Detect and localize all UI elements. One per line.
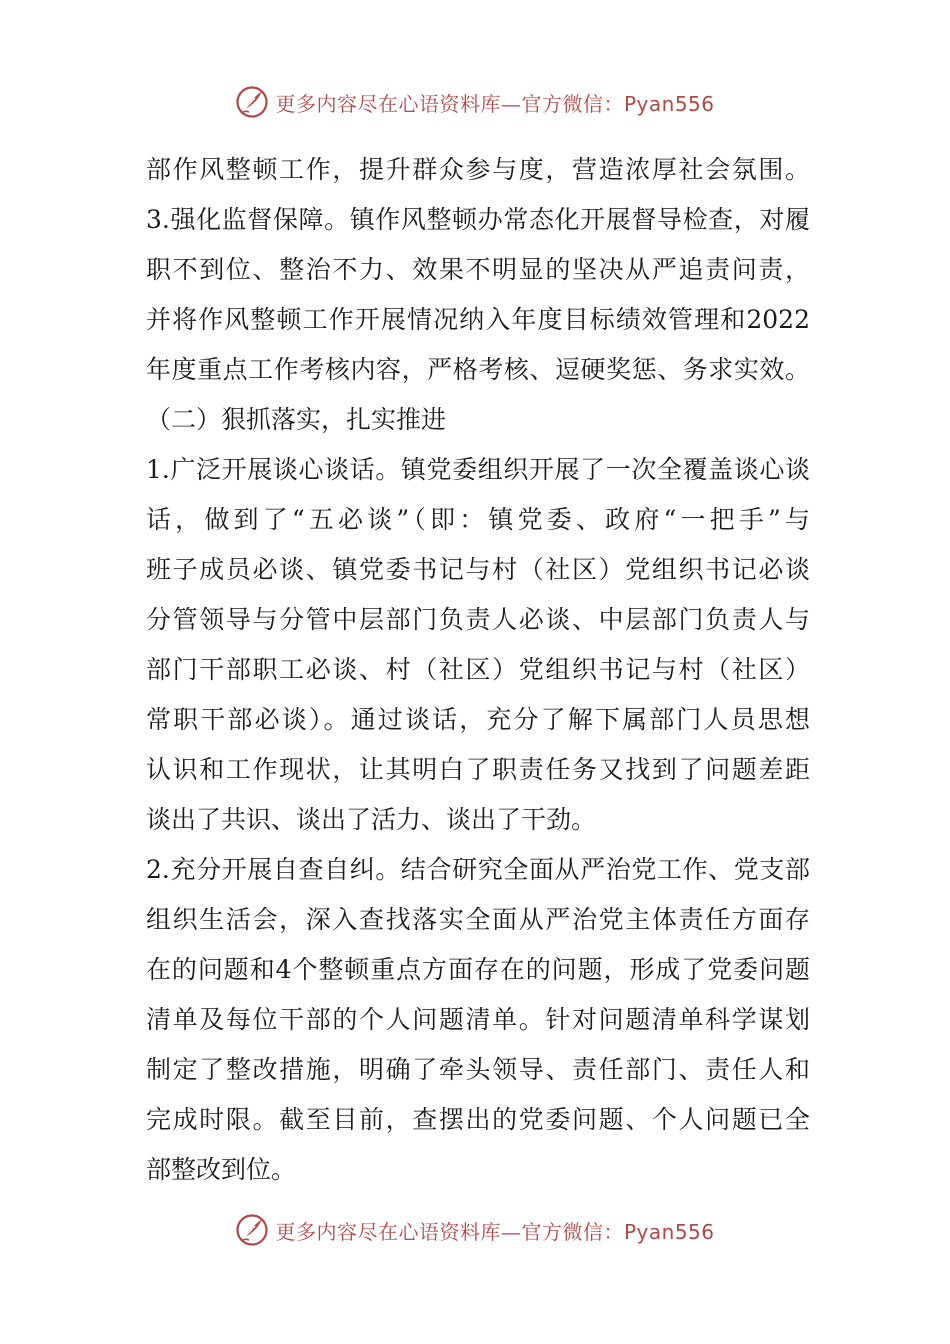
quill-seal-logo-icon: [235, 85, 269, 119]
quill-seal-logo-icon: [235, 1213, 269, 1247]
body-line: 分管领导与分管中层部门负责人必谈、中层部门负责人与: [146, 605, 810, 634]
section-heading: （二）狠抓落实，扎实推进: [146, 405, 447, 434]
body-line: 2.充分开展自查自纠。结合研究全面从严治党工作、党支部: [146, 855, 810, 884]
body-line: 1.广泛开展谈心谈话。镇党委组织开展了一次全覆盖谈心谈: [146, 455, 810, 484]
body-line: 部作风整顿工作，提升群众参与度，营造浓厚社会氛围。: [146, 155, 810, 184]
body-line: 年度重点工作考核内容，严格考核、逗硬奖惩、务求实效。: [146, 355, 810, 384]
body-line: 组织生活会，深入查找落实全面从严治党主体责任方面存: [146, 905, 810, 934]
body-line: 3.强化监督保障。镇作风整顿办常态化开展督导检查，对履: [146, 205, 810, 234]
header-watermark: [0, 80, 950, 124]
body-line: 部整改到位。: [146, 1155, 297, 1184]
body-line: 话，做到了“五必谈”（即：镇党委、政府“一把手”与: [146, 505, 810, 534]
body-line: 部门干部职工必谈、村（社区）党组织书记与村（社区）: [146, 655, 810, 684]
body-line: 班子成员必谈、镇党委书记与村（社区）党组织书记必谈: [146, 555, 810, 584]
body-line: 在的问题和4个整顿重点方面存在的问题，形成了党委问题: [146, 955, 810, 984]
watermark-label: 更多内容尽在心语资料库—官方微信：Pyan556: [275, 91, 715, 116]
body-line: 职不到位、整治不力、效果不明显的坚决从严追责问责，: [146, 255, 810, 284]
body-line: 并将作风整顿工作开展情况纳入年度目标绩效管理和2022: [146, 305, 810, 334]
footer-watermark: [0, 1208, 950, 1252]
body-line: 完成时限。截至目前，查摆出的党委问题、个人问题已全: [146, 1105, 810, 1134]
body-line: 谈出了共识、谈出了活力、谈出了干劲。: [146, 805, 597, 834]
watermark-label: 更多内容尽在心语资料库—官方微信：Pyan556: [275, 1219, 715, 1244]
body-line: 认识和工作现状，让其明白了职责任务又找到了问题差距: [146, 755, 810, 784]
document-body: [146, 145, 810, 1195]
body-line: 制定了整改措施，明确了牵头领导、责任部门、责任人和: [146, 1055, 810, 1084]
body-line: 清单及每位干部的个人问题清单。针对问题清单科学谋划: [146, 1005, 810, 1034]
body-line: 常职干部必谈）。通过谈话，充分了解下属部门人员思想: [146, 705, 810, 734]
